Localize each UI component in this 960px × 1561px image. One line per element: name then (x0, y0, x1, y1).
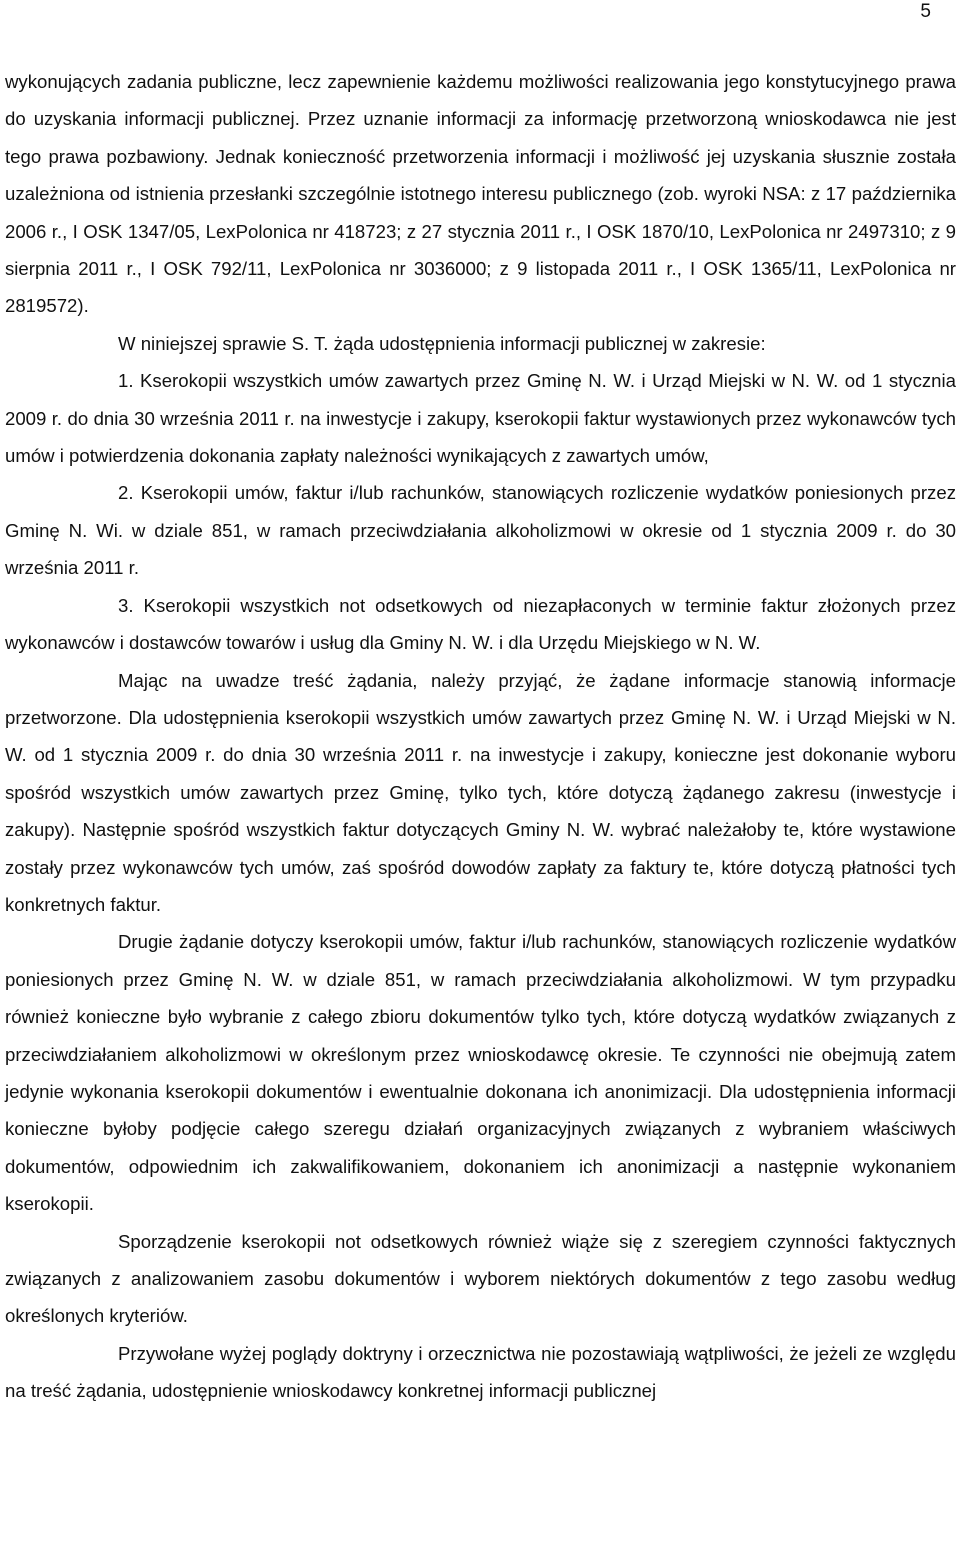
paragraph-request-item-2: 2. Kserokopii umów, faktur i/lub rachunków, stanowiących rozliczenie wydatków poniesionych przez Gminę N. Wi. w dziale 851, w ramach przeciwdziałania alkoholizmowi w okresie od 1 stycznia 2009 r. do 30 września 2011 r. (5, 482, 956, 579)
paragraph-analysis-3: Sporządzenie kserokopii not odsetkowych również wiąże się z szeregiem czynności faktycznych związanych z analizowaniem zasobu dokumentów i wyborem niektórych dokumentów z tego zasobu według określonych kryteriów. (5, 1230, 956, 1327)
paragraph-intro: wykonujących zadania publiczne, lecz zapewnienie każdemu możliwości realizowania jego konstytucyjnego prawa do uzyskania informacji publicznej. Przez uznanie informacji za informację przetworzoną wnioskodawca nie jest tego prawa pozbawiony. Jednak konieczność przetworzenia informacji i możliwość jej uzyskania słusznie została uzależniona od istnienia przesłanki szczególnie istotnego interesu publicznego (zob. wyroki NSA: z 17 października 2006 r., I OSK 1347/05, LexPolonica nr 418723; z 27 stycznia 2011 r., I OSK 1870/10, LexPolonica nr 2497310; z 9 sierpnia 2011 r., I OSK 792/11, LexPolonica nr 3036000; z 9 listopada 2011 r., I OSK 1365/11, LexPolonica nr 2819572). (5, 71, 956, 317)
paragraph-request-item-3: 3. Kserokopii wszystkich not odsetkowych od niezapłaconych w terminie faktur złożonych przez wykonawców i dostawców towarów i usług dla Gminy N. W. i dla Urzędu Miejskiego w N. W. (5, 594, 956, 654)
page-number: 5 (920, 1, 931, 22)
paragraph-analysis-1: Mając na uwadze treść żądania, należy przyjąć, że żądane informacje stanowią informacje przetworzone. Dla udostępnienia kserokopii wszystkich umów zawartych przez Gminę N. W. i Urząd Miejski w N. W. od 1 stycznia 2009 r. do dnia 30 września 2011 r. na inwestycje i zakupy, konieczne jest dokonanie wyboru spośród wszystkich umów zawartych przez Gminę, tylko tych, które dotyczą żądanego zakresu (inwestycje i zakupy). Następnie spośród wszystkich faktur dotyczących Gminy N. W. wybrać należałoby te, które wystawione zostały przez wykonawców tych umów, zaś spośród dowodów zapłaty za faktury te, które dotyczą płatności tych konkretnych faktur. (5, 669, 956, 915)
document-body (5, 63, 956, 1410)
paragraph-analysis-2: Drugie żądanie dotyczy kserokopii umów, faktur i/lub rachunków, stanowiących rozliczenie wydatków poniesionych przez Gminę N. W. w dziale 851, w ramach przeciwdziałania alkoholizmowi. W tym przypadku również konieczne było wybranie z całego zbioru dokumentów tylko tych, które dotyczą wydatków związanych z przeciwdziałaniem alkoholizmowi w określonym przez wnioskodawcę okresie. Te czynności nie obejmują zatem jedynie wykonania kserokopii dokumentów i ewentualnie dokonana ich anonimizacji. Dla udostępnienia informacji konieczne byłoby podjęcie całego szeregu działań organizacyjnych związanych z wybraniem właściwych dokumentów, odpowiednim ich zakwalifikowaniem, dokonaniem ich anonimizacji a następnie wykonaniem kserokopii. (5, 931, 956, 1215)
paragraph-request-intro: W niniejszej sprawie S. T. żąda udostępnienia informacji publicznej w zakresie: (118, 332, 766, 354)
paragraph-analysis-4: Przywołane wyżej poglądy doktryny i orzecznictwa nie pozostawiają wątpliwości, że jeżeli ze względu na treść żądania, udostępnienie wnioskodawcy konkretnej informacji publicznej (5, 1342, 956, 1402)
paragraph-request-item-1: 1. Kserokopii wszystkich umów zawartych przez Gminę N. W. i Urząd Miejski w N. W. od 1 stycznia 2009 r. do dnia 30 września 2011 r. na inwestycje i zakupy, kserokopii faktur wystawionych przez wykonawców tych umów i potwierdzenia dokonania zapłaty należności wynikających z zawartych umów, (5, 370, 956, 467)
